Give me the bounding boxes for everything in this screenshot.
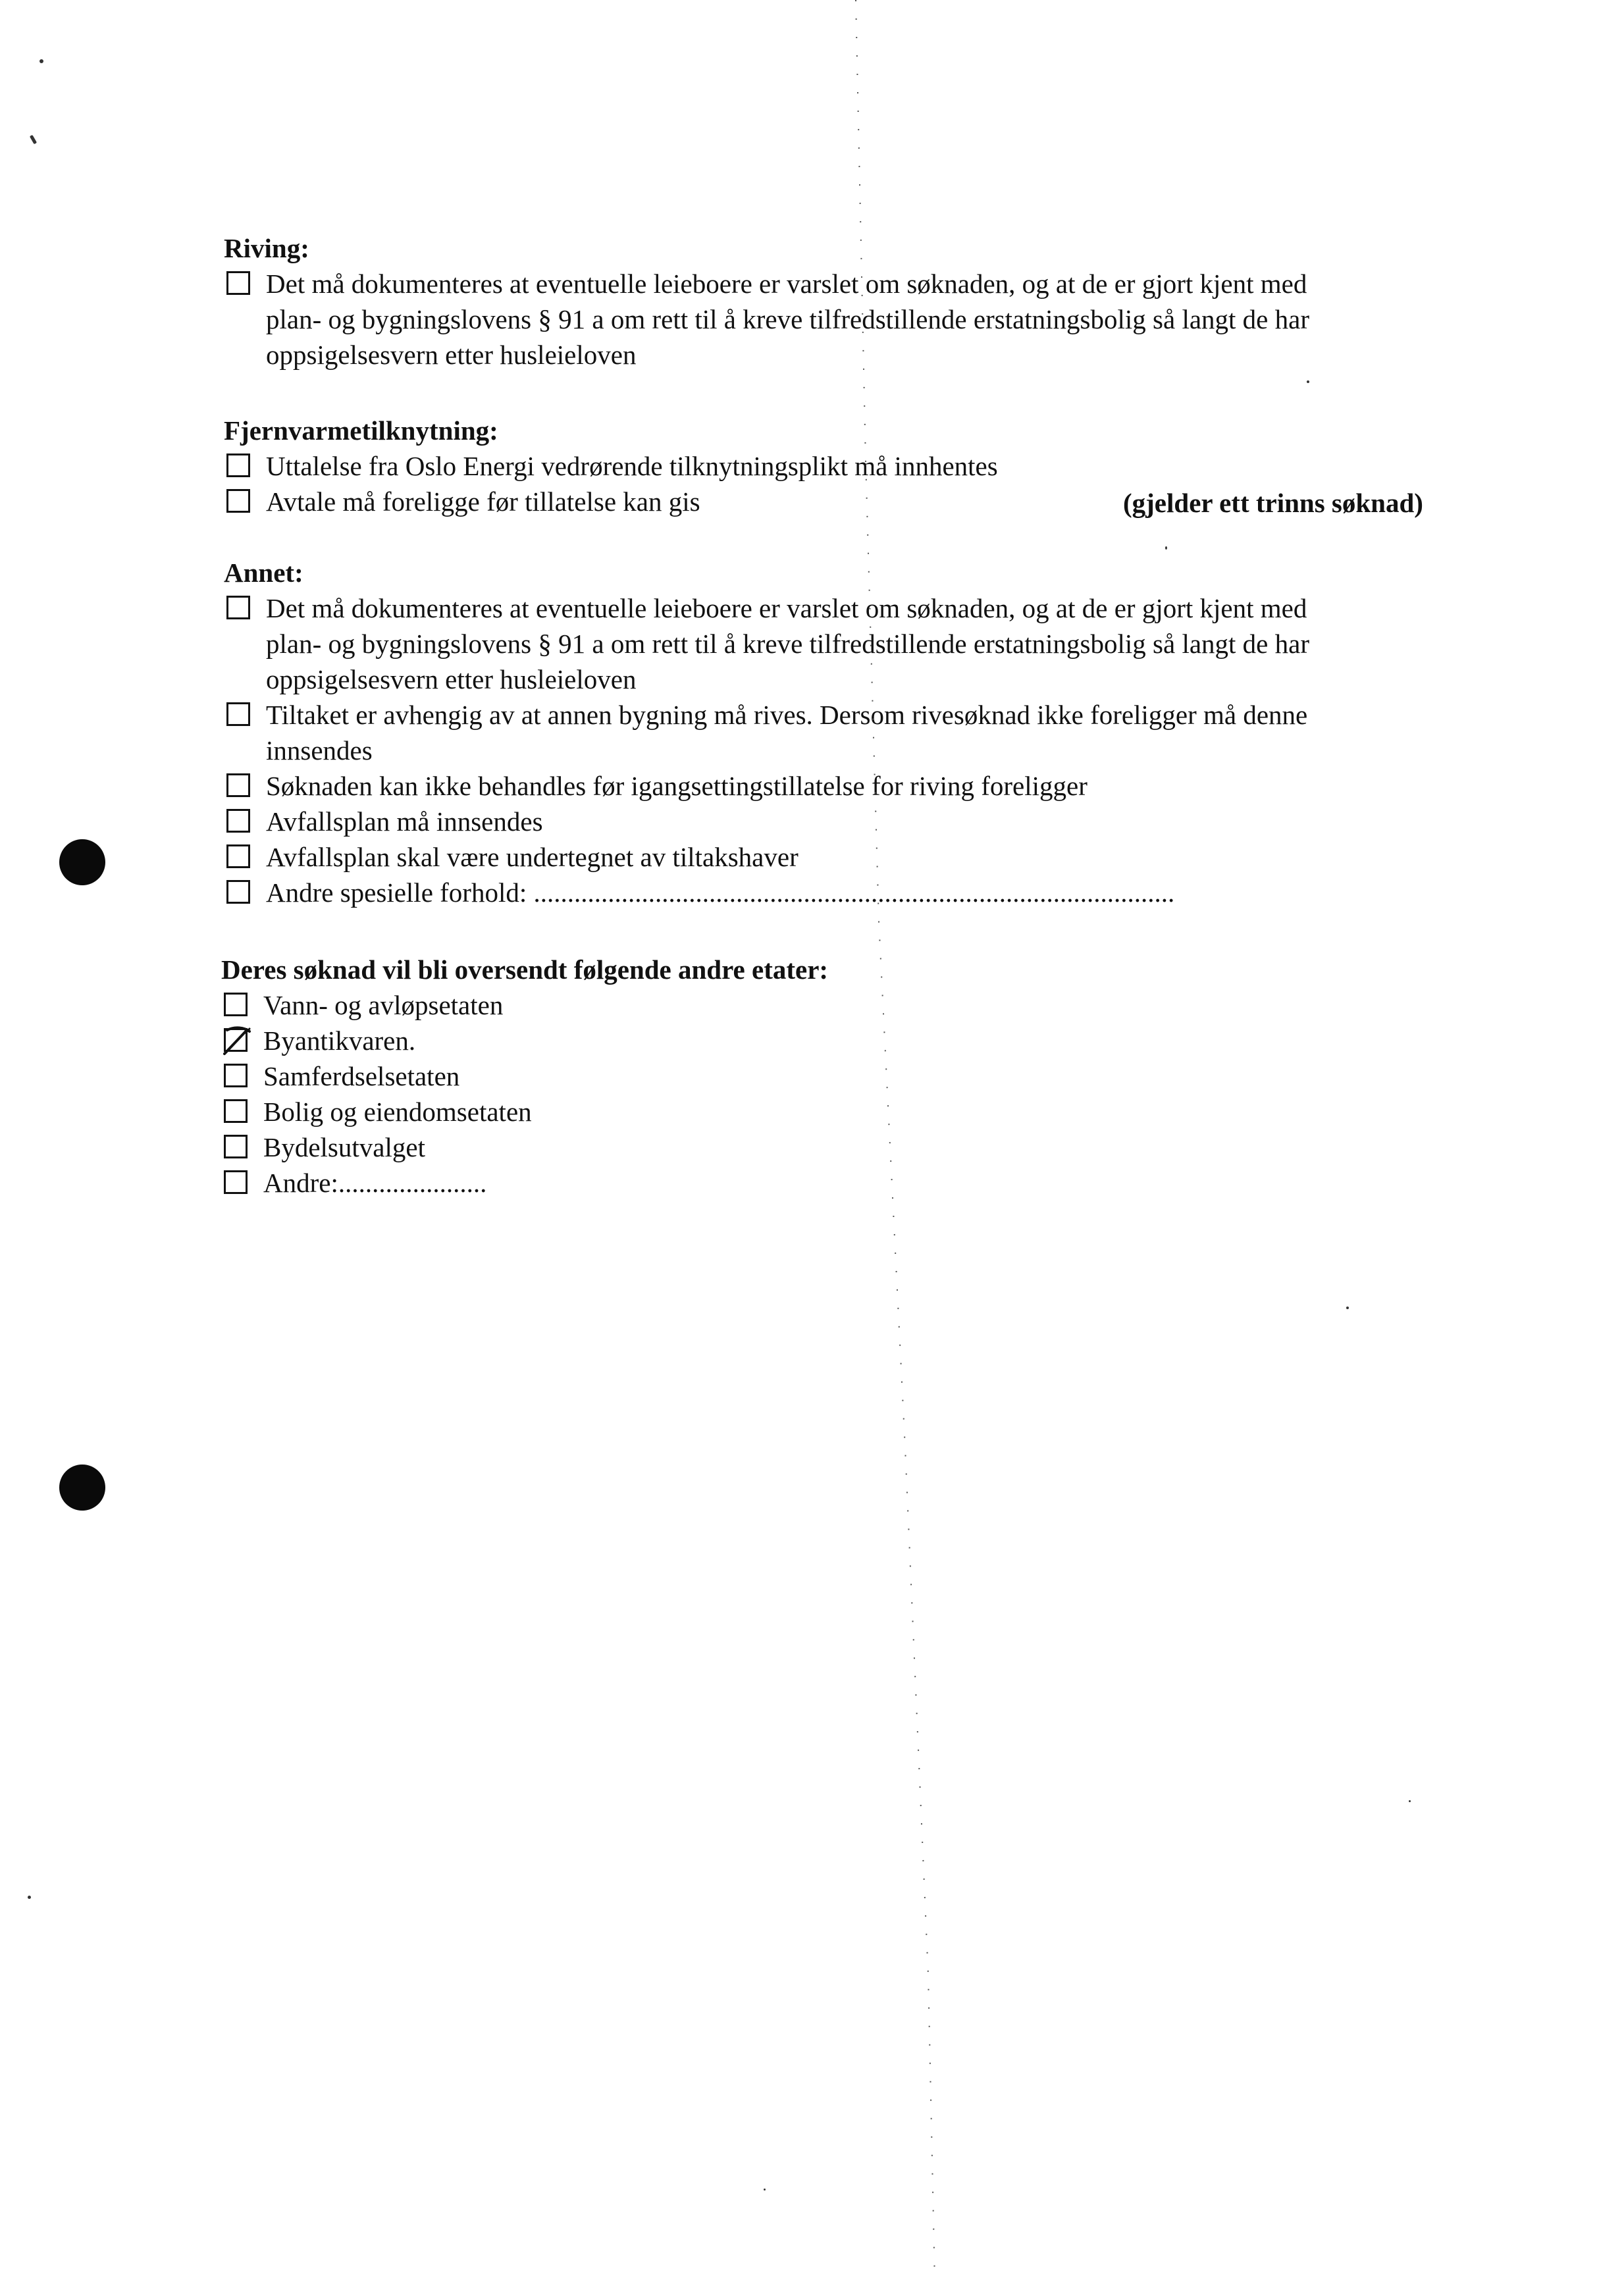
item-text-line: Det må dokumenteres at eventuelle leieboere er varslet om søknaden, og at de er gjort kjent med — [266, 269, 1307, 299]
scan-speck — [39, 59, 43, 63]
section-heading-fjernvarme: Fjernvarmetilknytning: — [224, 415, 498, 446]
scan-speck — [1307, 380, 1309, 383]
scan-speck — [28, 1896, 31, 1899]
item-text-line: innsendes — [266, 735, 373, 765]
section-heading-riving: Riving: — [224, 233, 309, 263]
item-text-line: Andre spesielle forhold: ............................................................................................... — [266, 877, 1175, 908]
item-text-line: Bydelsutvalget — [263, 1132, 425, 1162]
item-text-line: Byantikvaren. — [263, 1025, 416, 1056]
item-text-line: Bolig og eiendomsetaten — [263, 1097, 532, 1127]
section-heading-annet: Annet: — [224, 558, 303, 588]
scan-speck — [1409, 1800, 1411, 1802]
scan-speck — [1165, 546, 1167, 550]
item-text-line: Avfallsplan må innsendes — [266, 806, 543, 837]
item-text-line: plan- og bygningslovens § 91 a om rett til å kreve tilfredstillende erstatningsbolig så langt de har — [266, 304, 1309, 334]
item-text-line: Søknaden kan ikke behandles før igangsettingstillatelse for riving foreligger — [266, 771, 1087, 801]
item-text-line: Avfallsplan skal være undertegnet av tiltakshaver — [266, 842, 799, 872]
item-text-line: oppsigelsesvern etter husleieloven — [266, 340, 637, 370]
item-text-line: Uttalelse fra Oslo Energi vedrørende tilknytningsplikt må innhentes — [266, 451, 998, 481]
one-step-application-note: (gjelder ett trinns søknad) — [1123, 488, 1423, 518]
item-text-line: Andre:...................... — [263, 1168, 487, 1198]
item-text-line: oppsigelsesvern etter husleieloven — [266, 664, 637, 694]
section-heading-etater: Deres søknad vil bli oversendt følgende andre etater: — [221, 954, 829, 985]
item-text-line: Tiltaket er avhengig av at annen bygning må rives. Dersom rivesøknad ikke foreligger må denne — [266, 700, 1308, 730]
item-text-line: Vann- og avløpsetaten — [263, 990, 504, 1020]
item-text-line: Det må dokumenteres at eventuelle leieboere er varslet om søknaden, og at de er gjort kjent med — [266, 593, 1307, 623]
item-text-line: plan- og bygningslovens § 91 a om rett til å kreve tilfredstillende erstatningsbolig så langt de har — [266, 629, 1309, 659]
item-text-line: Samferdselsetaten — [263, 1061, 460, 1091]
item-text-line: Avtale må foreligge før tillatelse kan gis — [266, 486, 700, 517]
scan-speck — [1346, 1307, 1349, 1309]
scan-speck — [764, 2189, 766, 2191]
